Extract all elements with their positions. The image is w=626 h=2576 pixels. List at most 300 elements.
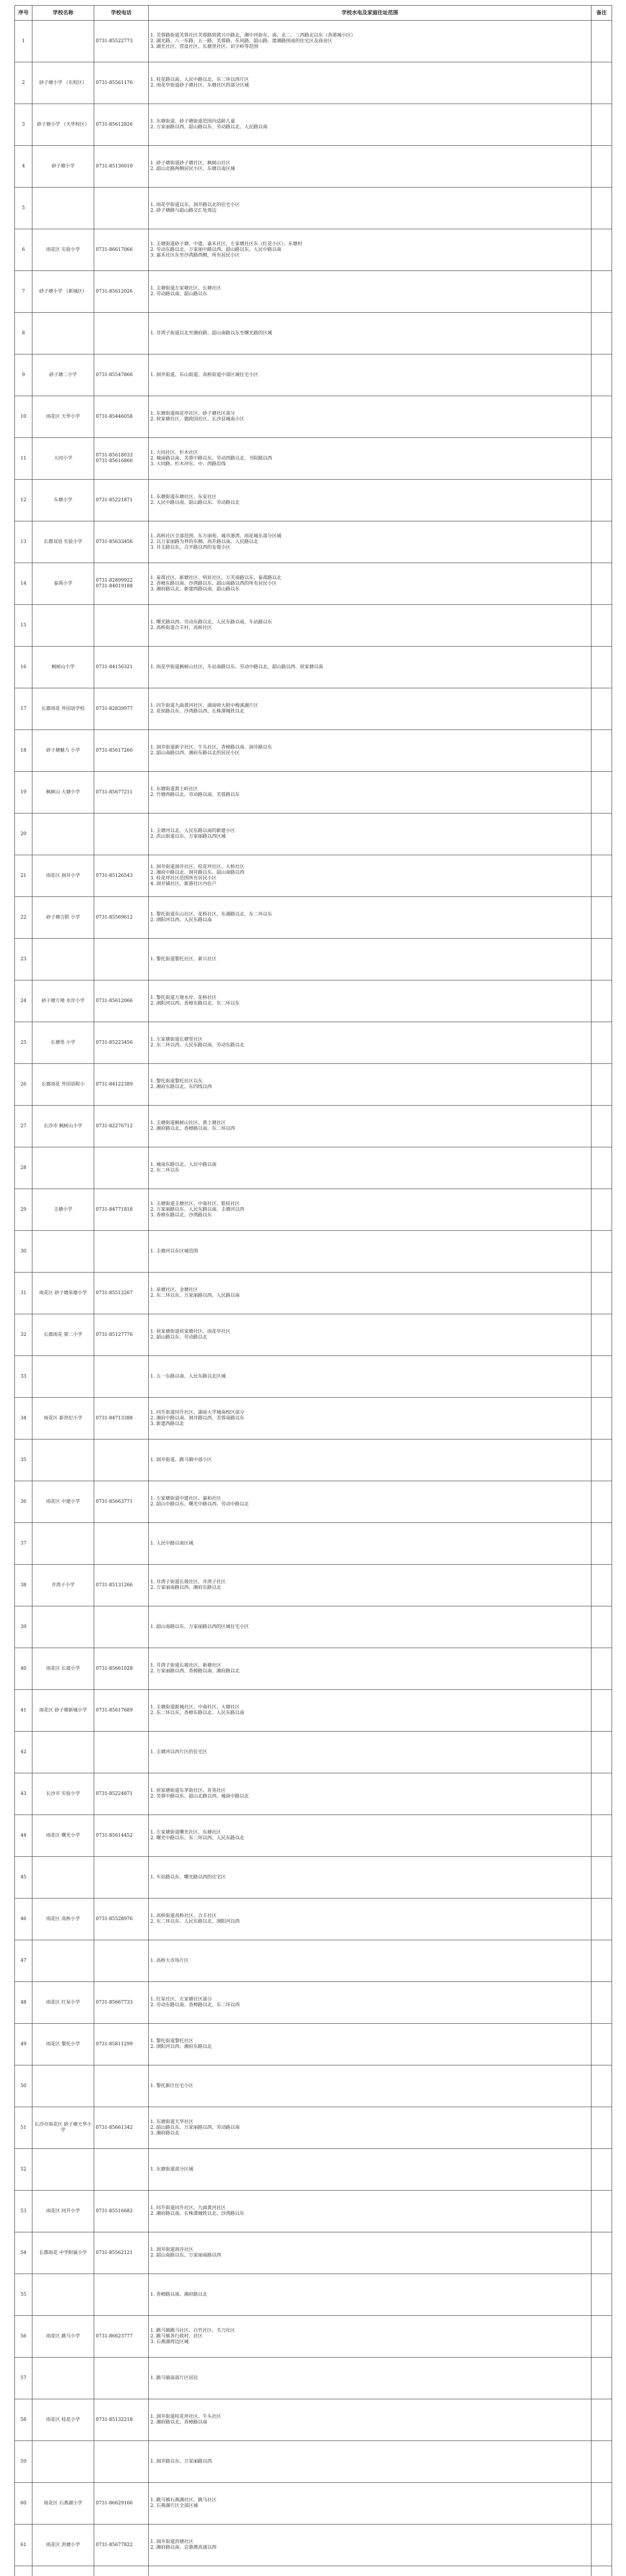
school-name: 雨花区 中建小学 xyxy=(32,1481,94,1523)
school-phone: 0731-85512267 xyxy=(94,1273,149,1314)
school-name xyxy=(32,1439,94,1481)
row-note xyxy=(592,1899,612,1940)
table-row xyxy=(15,62,612,104)
school-phone: 0731-85224871 xyxy=(94,1773,149,1815)
school-name xyxy=(32,1356,94,1398)
row-number: 10 xyxy=(15,396,32,438)
school-name: 雨花区 实验小学 xyxy=(32,229,94,271)
table-row xyxy=(15,1648,612,1690)
school-phone: 0731-85562121 xyxy=(94,2232,149,2274)
row-note xyxy=(592,62,612,104)
row-number: 11 xyxy=(15,438,32,480)
school-name xyxy=(32,1940,94,1982)
row-note xyxy=(592,1398,612,1439)
row-number: 12 xyxy=(15,480,32,521)
school-name: 长塘里 小学 xyxy=(32,1022,94,1064)
school-phone: 0731-85633456 xyxy=(94,521,149,563)
zone-scope: 1. 圭塘河以东区域范围 xyxy=(149,1231,592,1273)
table-row xyxy=(15,855,612,897)
row-number: 20 xyxy=(15,814,32,855)
row-note xyxy=(592,2483,612,2524)
school-phone: 0731-85667733 xyxy=(94,1982,149,2024)
school-name: 长郡雨花 外国语附小 xyxy=(32,1064,94,1106)
table-row xyxy=(15,647,612,688)
row-number: 47 xyxy=(15,1940,32,1982)
row-number: 8 xyxy=(15,313,32,354)
table-row xyxy=(15,814,612,855)
row-number: 46 xyxy=(15,1899,32,1940)
row-note xyxy=(592,1982,612,2024)
zone-scope: 1. 圭塘街道新城社区、中南社区、大塘社区 2. 东二环以东、香樟东路以北、人民东路以南 xyxy=(149,1690,592,1732)
row-number: 26 xyxy=(15,1064,32,1106)
school-name: 雨花区 黎托小学 xyxy=(32,2024,94,2065)
row-note xyxy=(592,897,612,939)
school-name: 砂子塘小学 （新城区） xyxy=(32,271,94,313)
school-phone: 0731-85617689 xyxy=(94,1690,149,1732)
table-row xyxy=(15,2065,612,2107)
school-phone xyxy=(94,814,149,855)
header-school-name: 学校名称 xyxy=(32,6,94,21)
row-note xyxy=(592,814,612,855)
row-note xyxy=(592,438,612,480)
school-phone xyxy=(94,1940,149,1982)
table-row xyxy=(15,2232,612,2274)
zone-scope: 1. 高桥街道高桥社区、合丰社区 2. 东二环以东、人民东路以北、浏阳河以西 xyxy=(149,1899,592,1940)
school-phone xyxy=(94,939,149,980)
school-name: 雨花区 桂花小学 xyxy=(32,2399,94,2441)
school-name xyxy=(32,814,94,855)
row-note xyxy=(592,1064,612,1106)
zone-scope: 1. 大同社区、杉木社区 2. 城南路以南、芙蓉中路以东、劳动西路以北、书院路以西 3. 大同路、杉木冲东、中、西路沿线 xyxy=(149,438,592,480)
row-number: 38 xyxy=(15,1565,32,1606)
school-name xyxy=(32,2274,94,2316)
table-row xyxy=(15,1773,612,1815)
row-note xyxy=(592,605,612,647)
school-name: 长郡双语 实验小学 xyxy=(32,521,94,563)
zone-scope: 1. 桂花路以南、人民中路以北、东二环以西片区 2. 雨花亭街道砂子塘社区、东塘社区的部分区域 xyxy=(149,62,592,104)
table-row xyxy=(15,2524,612,2566)
school-phone: 0731-84771818 xyxy=(94,1189,149,1231)
zone-scope: 1. 圭塘街道砂子塘、中建、嘉禾社区，左家塘社区东（红花小区）、东塘村 2. 劳动东路以北、万家丽中路以西、韶山路以东、人民中路以南 3. 嘉禾社区东至沙湾路西侧，所有居民小区 xyxy=(149,229,592,271)
row-number xyxy=(15,2566,32,2576)
table-row xyxy=(15,2441,612,2483)
zone-scope: 1. 黎托街道东山社区、花桥社区，东湖路以北、东二环以东 2. 浏阳河以西、人民东路以南 xyxy=(149,897,592,939)
zone-scope: 1. 东塘街道雨花亭社区、砂子塘社区部分 2. 侯家塘社区、德政园社区、长沙县城南小区 xyxy=(149,396,592,438)
school-phone: 0731-85127776 xyxy=(94,1314,149,1356)
school-name: 雨花区 曙光小学 xyxy=(32,1815,94,1857)
school-name: 长郡雨花 中学附属小学 xyxy=(32,2232,94,2274)
school-phone: 0731-85132218 xyxy=(94,2399,149,2441)
zone-scope: 1. 香樟路以南、湘府路以北 xyxy=(149,2274,592,2316)
zone-scope: 1. 洞井街道桂花坪社区、牛头社区 2. 湘府路以北、香樟路以南 xyxy=(149,2399,592,2441)
row-number: 49 xyxy=(15,2024,32,2065)
table-row xyxy=(15,1899,612,1940)
school-name: 长郡雨花 外国语学校 xyxy=(32,688,94,730)
zone-scope: 1. 人民中路以南区域 xyxy=(149,1523,592,1565)
row-note xyxy=(592,1648,612,1690)
school-phone: 0731-86617066 xyxy=(94,229,149,271)
zone-scope: 1. 黎托街道黎托社区、新兴社区 xyxy=(149,939,592,980)
table-row xyxy=(15,939,612,980)
row-note xyxy=(592,271,612,313)
row-number: 45 xyxy=(15,1857,32,1899)
table-row xyxy=(15,313,612,354)
zone-scope: 1. 侯家塘街道侯家塘社区、雨花亭社区 2. 韶山路以东、劳动路以北 xyxy=(149,1314,592,1356)
school-phone xyxy=(94,188,149,229)
table-row xyxy=(15,1732,612,1773)
zone-scope: 1. 黎托新区住宅小区 xyxy=(149,2065,592,2107)
table-row xyxy=(15,2274,612,2316)
row-number: 35 xyxy=(15,1439,32,1481)
row-number: 60 xyxy=(15,2483,32,2524)
header-school-phone: 学校电话 xyxy=(94,6,149,21)
school-name xyxy=(32,1606,94,1648)
header-no: 序号 xyxy=(15,6,32,21)
row-note xyxy=(592,2065,612,2107)
row-note xyxy=(592,1523,612,1565)
school-name xyxy=(32,188,94,229)
zone-scope: 1. 洞井街道洞井社区 2. 韶山南路以东、万家丽南路以西 xyxy=(149,2232,592,2274)
row-number: 6 xyxy=(15,229,32,271)
zone-scope: 1. 城南东路以北、人民中路以南 2. 东二环以东 xyxy=(149,1147,592,1189)
school-name: 雨花区 红星小学 xyxy=(32,1982,94,2024)
row-note xyxy=(592,2441,612,2483)
zone-scope: 1. 泉塘社区、金塘社区 2. 东二环以东、万家丽路以西、人民路以南 xyxy=(149,1273,592,1314)
row-number: 24 xyxy=(15,980,32,1022)
row-note xyxy=(592,2232,612,2274)
school-phone: 0731-85126543 xyxy=(94,855,149,897)
row-number: 54 xyxy=(15,2232,32,2274)
row-number: 41 xyxy=(15,1690,32,1732)
zone-scope: 1. 砂子塘街道砂子塘社区，枫树山社区 2. 韶山北路两侧居民小区、东塘以南区域 xyxy=(149,146,592,188)
school-name xyxy=(32,1732,94,1773)
school-name xyxy=(32,1231,94,1273)
row-note xyxy=(592,855,612,897)
school-phone: 0731-85223456 xyxy=(94,1022,149,1064)
row-note xyxy=(592,1439,612,1481)
school-phone: 0731-85569612 xyxy=(94,897,149,939)
zone-scope: 1. 侯家塘街道东茅街社区、育英社区 2. 芙蓉中路以东、韶山北路以西、城南中路以北 xyxy=(149,1773,592,1815)
school-name: 大同小学 xyxy=(32,438,94,480)
zone-scope: 1. 高桥社区全部范围、东方丽苑、城市港湾、雨花城东部分区域 2. 以万家丽路为界的东侧，高升路以南、人民路以北 3. 井圭路以东，合平路以西的安置小区 xyxy=(149,521,592,563)
school-phone: 0731-85661028 xyxy=(94,1648,149,1690)
table-row xyxy=(15,2358,612,2399)
table-row xyxy=(15,2566,612,2576)
row-note xyxy=(592,1231,612,1273)
school-name: 东塘小学 xyxy=(32,480,94,521)
table-row xyxy=(15,438,612,480)
row-number: 48 xyxy=(15,1982,32,2024)
row-note xyxy=(592,1606,612,1648)
row-note xyxy=(592,1314,612,1356)
row-note xyxy=(592,2566,612,2576)
table-row xyxy=(15,1857,612,1899)
table-row xyxy=(15,521,612,563)
zone-scope: 1. 跳马镇南部片区居民 xyxy=(149,2358,592,2399)
school-phone: 0731-84713388 xyxy=(94,1398,149,1439)
row-note xyxy=(592,2107,612,2149)
school-phone xyxy=(94,1732,149,1773)
row-number: 37 xyxy=(15,1523,32,1565)
row-number: 15 xyxy=(15,605,32,647)
table-row xyxy=(15,730,612,772)
table-row xyxy=(15,2149,612,2191)
zone-scope: 1. 芙蓉路街道芙蓉社区芙蓉路到黄兴中路北，湘中河街东，南、北二、三西路北以东（香港城小区） 2. 湖光路、八一东路、五一路、芙蓉路、东风路、韶山路、建湘路围成的住宅区及商业区 3. 湖光社区、营盘社区、长塘里社区、识字岭等范围 xyxy=(149,21,592,62)
table-row xyxy=(15,2399,612,2441)
school-phone: 0731-85221871 xyxy=(94,480,149,521)
school-name xyxy=(32,605,94,647)
zone-scope: 1. 五一东路以南、人民东路以北区域 xyxy=(149,1356,592,1398)
row-note xyxy=(592,1565,612,1606)
row-note xyxy=(592,1106,612,1147)
table-row xyxy=(15,563,612,605)
zone-scope xyxy=(149,2566,592,2576)
school-name: 井湾子小学 xyxy=(32,1565,94,1606)
zone-scope: 1. 雨花亭街道以东、洞井路以北的住宅小区 2. 砂子塘路与韶山路交汇处周边 xyxy=(149,188,592,229)
school-name: 长郡雨花 第二小学 xyxy=(32,1314,94,1356)
school-phone: 0731-85612826 xyxy=(94,104,149,146)
school-phone xyxy=(94,1356,149,1398)
school-phone: 0731-85131266 xyxy=(94,1565,149,1606)
row-note xyxy=(592,188,612,229)
table-row xyxy=(15,21,612,62)
school-name: 枫树山小学 xyxy=(32,647,94,688)
row-note xyxy=(592,688,612,730)
school-phone: 0731-86623777 xyxy=(94,2316,149,2358)
table-row xyxy=(15,1606,612,1648)
row-number: 58 xyxy=(15,2399,32,2441)
school-name: 雨花区 长坡小学 xyxy=(32,1648,94,1690)
table-row xyxy=(15,1231,612,1273)
zone-scope: 1. 东塘街道黄土岭社区 2. 竹塘西路以北、劳动路以南、芙蓉路以东 xyxy=(149,772,592,814)
table-row xyxy=(15,1064,612,1106)
row-note xyxy=(592,2524,612,2566)
school-name: 雨花区 砂子塘泉塘小学 xyxy=(32,1273,94,1314)
zone-scope: 1. 雨花亭街道枫树山社区，车站南路以东、劳动中路以北，韶山路以西、侯家塘以南 xyxy=(149,647,592,688)
row-number: 4 xyxy=(15,146,32,188)
zone-scope: 1. 高桥大市场片区 xyxy=(149,1940,592,1982)
school-phone: 0731-85612026 xyxy=(94,271,149,313)
school-name: 雨花区 跳马小学 xyxy=(32,2316,94,2358)
table-row xyxy=(15,229,612,271)
table-row xyxy=(15,2191,612,2232)
table-row xyxy=(15,1273,612,1314)
table-row xyxy=(15,1982,612,2024)
row-number: 56 xyxy=(15,2316,32,2358)
zone-scope: 1. 跳马镇跳马社区、白竹社区、关刀社区 2. 跳马镇各行政村、社区 3. 石燕湖周边区域 xyxy=(149,2316,592,2358)
school-name xyxy=(32,2149,94,2191)
enrollment-sheet xyxy=(14,5,612,2576)
school-phone: 0731-82839977 xyxy=(94,688,149,730)
school-name: 雨花区 天华小学 xyxy=(32,396,94,438)
zone-scope: 1. 黎托街道黎托社区 2. 浏阳河以西、湘府东路以北 xyxy=(149,2024,592,2065)
school-phone xyxy=(94,1857,149,1899)
table-row xyxy=(15,354,612,396)
school-name xyxy=(32,21,94,62)
row-note xyxy=(592,521,612,563)
row-note xyxy=(592,2024,612,2065)
row-note xyxy=(592,1690,612,1732)
table-row xyxy=(15,2024,612,2065)
zone-scope: 1. 圭塘街道圭塘社区、中南社区、银桂社区 2. 万家丽路以东、人民东路以南、圭塘河以西 3. 香樟东路以北、沙湾路以东 xyxy=(149,1189,592,1231)
table-row xyxy=(15,688,612,730)
row-number: 29 xyxy=(15,1189,32,1231)
school-phone: 0731-84122389 xyxy=(94,1064,149,1106)
table-row xyxy=(15,897,612,939)
school-name: 圭塘小学 xyxy=(32,1189,94,1231)
table-row xyxy=(15,271,612,313)
row-number: 32 xyxy=(15,1314,32,1356)
school-phone: 0731-85561176 xyxy=(94,62,149,104)
school-name: 泰禹小学 xyxy=(32,563,94,605)
row-number: 2 xyxy=(15,62,32,104)
school-phone: 0731-86629166 xyxy=(94,2483,149,2524)
zone-scope: 1. 跳马镇石燕湖社区、跳马社区 2. 石燕湖片区全部区域 xyxy=(149,2483,592,2524)
school-name: 砂子塘小学 （天华校区） xyxy=(32,104,94,146)
header-note: 备注 xyxy=(592,6,612,21)
school-name: 雨花区 同升小学 xyxy=(32,2191,94,2232)
row-note xyxy=(592,730,612,772)
zone-scope: 1. 车站路以东、曙光路以西的住宅区 xyxy=(149,1857,592,1899)
school-phone: 0731-85661342 xyxy=(94,2107,149,2149)
row-note xyxy=(592,647,612,688)
table-row xyxy=(15,1565,612,1606)
school-phone: 0731-85136010 xyxy=(94,146,149,188)
zone-scope: 1. 东塘街道部分区域 xyxy=(149,2149,592,2191)
row-number: 36 xyxy=(15,1481,32,1523)
table-row xyxy=(15,2107,612,2149)
row-note xyxy=(592,2358,612,2399)
table-row xyxy=(15,146,612,188)
school-phone: 0731-85618033 0731-85616866 xyxy=(94,438,149,480)
row-note xyxy=(592,1940,612,1982)
zone-scope: 1. 韶山南路以东、万家丽路以西的区域住宅小区 xyxy=(149,1606,592,1648)
school-phone: 0731-85522773 xyxy=(94,21,149,62)
row-note xyxy=(592,229,612,271)
school-name: 长沙市 枫树山小学 xyxy=(32,1106,94,1147)
row-note xyxy=(592,2399,612,2441)
row-number: 18 xyxy=(15,730,32,772)
school-phone: 0731-85677211 xyxy=(94,772,149,814)
school-name: 砂子塘万境 水岸小学 xyxy=(32,980,94,1022)
table-row xyxy=(15,1147,612,1189)
row-note xyxy=(592,1273,612,1314)
table-row xyxy=(15,2316,612,2358)
zone-scope: 1. 黎托街道黎托社区以东 2. 湘府东路以北、东四线以西 xyxy=(149,1064,592,1106)
table-row xyxy=(15,1189,612,1231)
school-phone xyxy=(94,2441,149,2483)
row-number: 52 xyxy=(15,2149,32,2191)
zone-scope: 1. 泰禹社区、新塘社区、明昇社区，万芙南路以东、泰禹路以北 2. 香樟东路以南、沙湾路以东、韶山南路以西的所有居民小区 3. 湘府路以北、新建西路以南、韶山路以东 xyxy=(149,563,592,605)
school-name xyxy=(32,1523,94,1565)
table-row xyxy=(15,1106,612,1147)
row-number: 25 xyxy=(15,1022,32,1064)
row-number: 17 xyxy=(15,688,32,730)
row-number: 3 xyxy=(15,104,32,146)
school-phone: 0731-85547866 xyxy=(94,354,149,396)
school-name: 雨花区 洪塘小学 xyxy=(32,2524,94,2566)
zone-scope: 1. 左家塘街道中建社区、嘉和社区 2. 韶山中路以东、曙光中路以西、劳动中路以北 xyxy=(149,1481,592,1523)
zone-scope: 1. 圭塘河以北、人民东路以南的新建小区 2. 洪山街道以东、万家丽路以西区域 xyxy=(149,814,592,855)
school-phone: 0731-85614452 xyxy=(94,1815,149,1857)
row-note xyxy=(592,396,612,438)
zone-scope: 1. 洞井街道新宇社区、牛头社区，香樟路以南、洞井路以东 2. 韶山南路以西、湘府东路以北的居民小区 xyxy=(149,730,592,772)
table-row xyxy=(15,772,612,814)
row-number: 1 xyxy=(15,21,32,62)
zone-scope: 1. 洞井路以东、万家丽路以西 xyxy=(149,2441,592,2483)
row-number: 30 xyxy=(15,1231,32,1273)
row-note xyxy=(592,2191,612,2232)
school-name: 砂子塘魅力 小学 xyxy=(32,730,94,772)
school-phone: 0731-82276712 xyxy=(94,1106,149,1147)
row-number: 9 xyxy=(15,354,32,396)
zone-scope: 1. 井湾子街道长坡社区、井湾子社区 2. 万家丽南路以西、湘府东路以北 xyxy=(149,1565,592,1606)
table-row xyxy=(15,1398,612,1439)
header-zone-scope: 学校水电及家庭住址范围 xyxy=(149,6,592,21)
school-name xyxy=(32,2065,94,2107)
school-name: 砂子塘吉联 小学 xyxy=(32,897,94,939)
row-number: 34 xyxy=(15,1398,32,1439)
table-row xyxy=(15,980,612,1022)
row-number: 51 xyxy=(15,2107,32,2149)
row-number: 16 xyxy=(15,647,32,688)
zone-scope: 1. 圭塘河以西片区的住宅区 xyxy=(149,1732,592,1773)
school-name xyxy=(32,1857,94,1899)
row-note xyxy=(592,563,612,605)
table-row xyxy=(15,2483,612,2524)
row-number: 19 xyxy=(15,772,32,814)
school-phone: 0731-85617266 xyxy=(94,730,149,772)
row-number: 27 xyxy=(15,1106,32,1147)
school-phone xyxy=(94,2274,149,2316)
row-note xyxy=(592,980,612,1022)
row-note xyxy=(592,1773,612,1815)
table-row xyxy=(15,1523,612,1565)
table-row xyxy=(15,104,612,146)
school-name: 砂子塘二小学 xyxy=(32,354,94,396)
school-phone xyxy=(94,1523,149,1565)
school-name: 砂子塘小学 xyxy=(32,146,94,188)
row-note xyxy=(592,772,612,814)
zone-scope: 1. 曙光路以西、劳动东路以北、人民东路以南，车站路以东 2. 高桥街道合丰村、高桥社区 xyxy=(149,605,592,647)
school-name xyxy=(32,313,94,354)
school-phone xyxy=(94,2149,149,2191)
school-phone xyxy=(94,1606,149,1648)
school-name xyxy=(32,1147,94,1189)
zone-scope: 1. 左家塘街道长塘里社区 2. 东二环以西、人民东路以南、劳动东路以北 xyxy=(149,1022,592,1064)
row-number: 42 xyxy=(15,1732,32,1773)
school-name: 雨花区 高桥小学 xyxy=(32,1899,94,1940)
row-note xyxy=(592,146,612,188)
row-number: 21 xyxy=(15,855,32,897)
table-row xyxy=(15,1940,612,1982)
table-row xyxy=(15,1815,612,1857)
row-note xyxy=(592,1857,612,1899)
zone-scope: 1. 东塘街道天华社区 2. 韶山路以东、万家丽路以西、劳动路以南 3. 湘府路以北 xyxy=(149,2107,592,2149)
zone-scope: 1. 井湾子街道以北至湘府路、韶山南路以东至曙光路的区域 xyxy=(149,313,592,354)
row-note xyxy=(592,1189,612,1231)
zone-scope: 1. 圭塘街道枫树山社区、黄土塘社区 2. 湘府路以北、香樟路以南、东二环以西 xyxy=(149,1106,592,1147)
zone-scope: 1. 黎托街道万境水岸、花桥社区 2. 浏阳河以西、香樟东路以北、东二环以东 xyxy=(149,980,592,1022)
zone-scope: 1. 井湾子街道长坡社区、新塘社区 2. 万家丽路以西、香樟路以南、湘府路以北 xyxy=(149,1648,592,1690)
school-name: 砂子塘小学 （东校区） xyxy=(32,62,94,104)
school-phone xyxy=(94,1231,149,1273)
row-number: 50 xyxy=(15,2065,32,2107)
zone-scope: 1. 洞井街道洪塘社区 2. 湘府路以南、京港澳高速以西 xyxy=(149,2524,592,2566)
school-phone: 0731-85528976 xyxy=(94,1899,149,1940)
school-phone xyxy=(94,2566,149,2576)
row-number: 28 xyxy=(15,1147,32,1189)
